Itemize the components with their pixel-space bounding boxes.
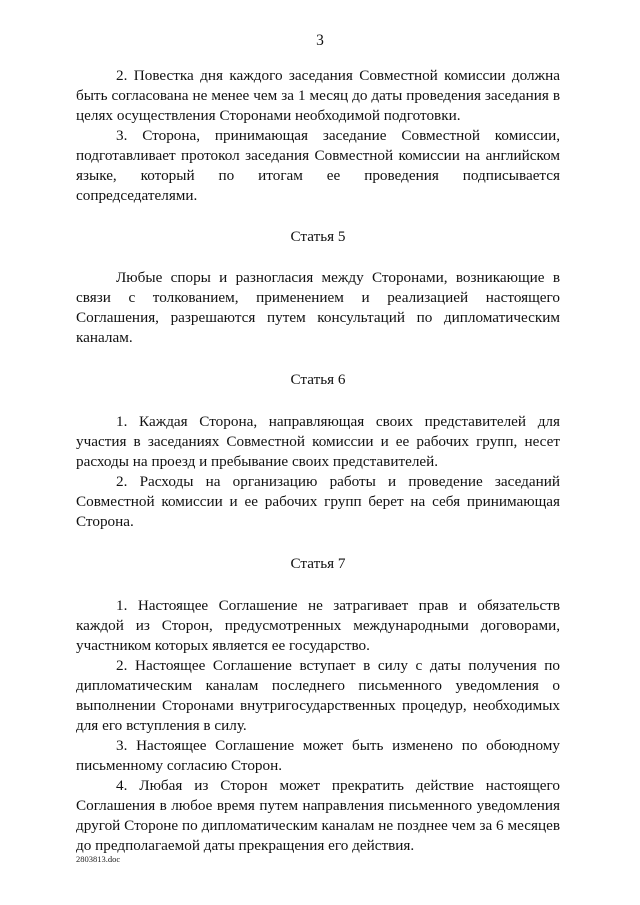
paragraph: 3. Настоящее Соглашение может быть изменено по обоюдному письменному согласию Сторон. <box>76 737 560 774</box>
article-heading: Статья 7 <box>290 555 346 572</box>
section-article-5 <box>76 227 560 348</box>
paragraph: 1. Каждая Сторона, направляющая своих представителей для участия в заседаниях Совместной комиссии и ее рабочих групп, несет расходы на проезд и пребывание своих представителей. <box>76 413 560 470</box>
paragraph: 4. Любая из Сторон может прекратить действие настоящего Соглашения в любое время путем направления письменного уведомления другой Стороне по дипломатическим каналам не позднее чем за 6 месяцев до предполагаемой даты прекращения его действия. <box>76 777 560 854</box>
article-heading: Статья 5 <box>290 228 346 245</box>
paragraph: 2. Расходы на организацию работы и проведение заседаний Совместной комиссии и ее рабочих групп берет на себя принимающая Сторона. <box>76 473 560 530</box>
page-number: 3 <box>316 32 324 49</box>
article-heading: Статья 6 <box>290 371 346 388</box>
section-article-7 <box>76 554 560 856</box>
paragraph: 2. Настоящее Соглашение вступает в силу с даты получения по дипломатическим каналам последнего письменного уведомления о выполнении Сторонами внутригосударственных процедур, необходимых для его вступления в силу. <box>76 657 560 734</box>
document-body <box>76 66 560 856</box>
paragraph: Любые споры и разногласия между Сторонами, возникающие в связи с толкованием, применением и реализацией настоящего Соглашения, разрешаются путем консультаций по дипломатическим каналам. <box>76 269 560 346</box>
paragraph: 2. Повестка дня каждого заседания Совместной комиссии должна быть согласована не менее чем за 1 месяц до даты проведения заседания в целях осуществления Сторонами необходимой подготовки. <box>76 67 560 124</box>
document-filename: 2803813.doc <box>76 854 121 864</box>
section-continuation <box>76 66 560 206</box>
section-article-6 <box>76 370 560 532</box>
paragraph: 1. Настоящее Соглашение не затрагивает прав и обязательств каждой из Сторон, предусмотренных международными договорами, участником которых является ее государство. <box>76 597 560 654</box>
paragraph: 3. Сторона, принимающая заседание Совместной комиссии, подготавливает протокол заседания Совместной комиссии на английском языке, который по итогам ее проведения подписывается сопредседателями. <box>76 127 560 204</box>
